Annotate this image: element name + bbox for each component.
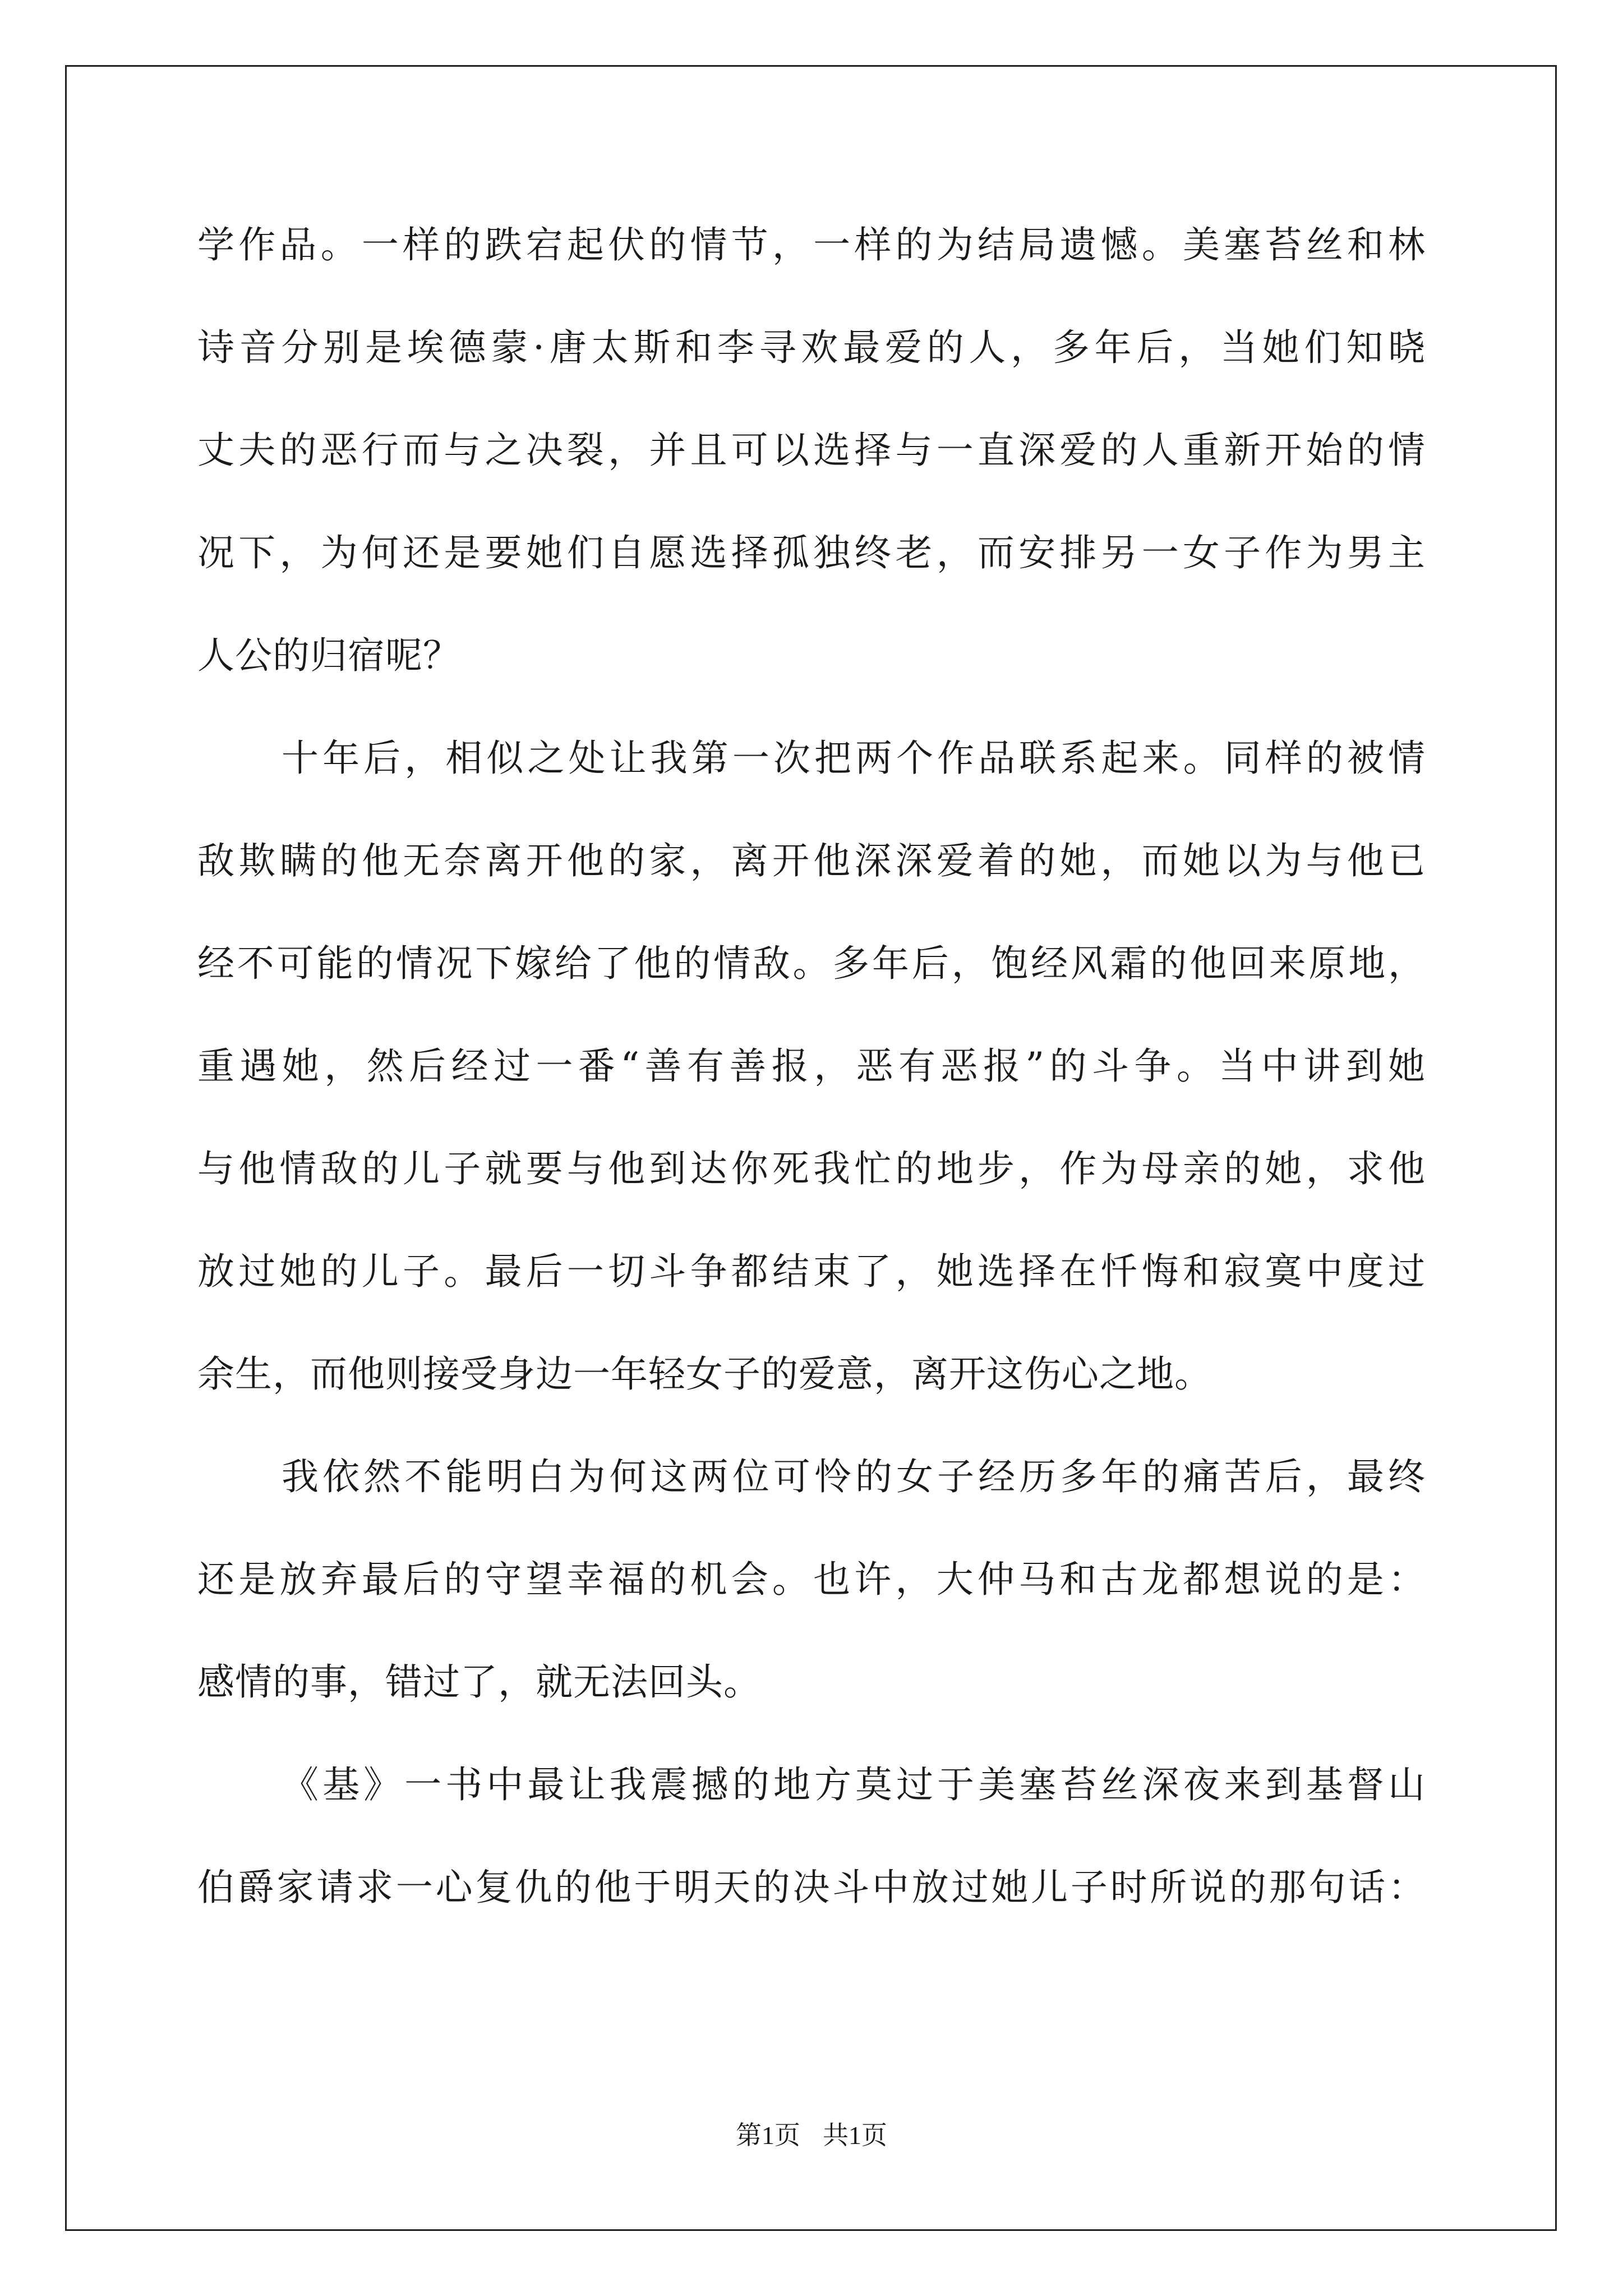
text-line: 况下，为何还是要她们自愿选择孤独终老，而安排另一女子作为男主 [197,531,1426,574]
text-line: 诗音分别是埃德蒙·唐太斯和李寻欢最爱的人，多年后，当她们知晓 [197,326,1426,369]
text-line: 重遇她，然后经过一番“善有善报，恶有恶报”的斗争。当中讲到她 [197,1045,1426,1088]
text-line: 十年后，相似之处让我第一次把两个作品联系起来。同样的被情 [282,737,1426,780]
text-line: 学作品。一样的跌宕起伏的情节，一样的为结局遗憾。美塞苔丝和林 [197,223,1426,266]
text-line: 感情的事，错过了，就无法回头。 [197,1660,761,1704]
page-number: 第1页 [736,2121,800,2150]
text-line: 人公的归宿呢？ [197,634,460,677]
page-footer [0,2115,1623,2152]
text-line: 丈夫的恶行而与之决裂，并且可以选择与一直深爱的人重新开始的情 [197,429,1426,472]
text-line: 敌欺瞒的他无奈离开他的家，离开他深深爱着的她，而她以为与他已 [197,839,1426,882]
page-total: 共1页 [823,2121,887,2150]
text-line: 放过她的儿子。最后一切斗争都结束了，她选择在忏悔和寂寞中度过 [197,1250,1426,1293]
text-line: 余生，而他则接受身边一年轻女子的爱意，离开这伤心之地。 [197,1352,1212,1396]
text-line: 与他情敌的儿子就要与他到达你死我忙的地步，作为母亲的她，求他 [197,1147,1426,1190]
text-line: 经不可能的情况下嫁给了他的情敌。多年后，饱经风霜的他回来原地， [197,942,1426,985]
text-line: 《基》一书中最让我震撼的地方莫过于美塞苔丝深夜来到基督山 [282,1763,1426,1806]
text-line: 伯爵家请求一心复仇的他于明天的决斗中放过她儿子时所说的那句话： [197,1866,1426,1909]
text-line: 还是放弃最后的守望幸福的机会。也许，大仲马和古龙都想说的是： [197,1558,1426,1601]
document-body [197,214,1426,1959]
text-line: 我依然不能明白为何这两位可怜的女子经历多年的痛苦后，最终 [282,1455,1426,1498]
